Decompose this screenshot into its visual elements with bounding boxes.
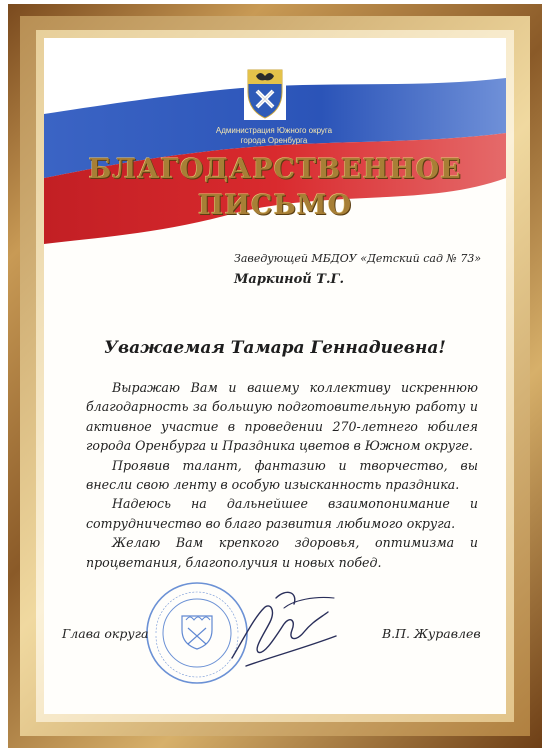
letter-body [86, 378, 478, 572]
addressee-position: Заведующей МБДОУ «Детский сад № 73» [234, 252, 482, 265]
addressee-name: Маркиной Т.Г. [234, 272, 344, 287]
signatory-name: В.П. Журавлев [382, 626, 481, 641]
letter-paper [44, 38, 506, 714]
paragraph: Выражаю Вам и вашему коллективу искреннюю благодарность за большую подготовительную работу и активное участие в проведении 270-летнего юбилея города Оренбурга и Праздника цветов в Южном округе. [86, 380, 478, 454]
letter-title-line-2: ПИСЬМО [197, 190, 353, 221]
administration-line-2: города Оренбурга [240, 136, 308, 145]
handwritten-signature [224, 578, 344, 678]
signatory-role: Глава округа [62, 626, 149, 641]
paragraph: Надеюсь на дальнейшее взаимопонимание и сотрудничество во благо развития любимого округа. [86, 496, 478, 531]
paragraph: Желаю Вам крепкого здоровья, оптимизма и процветания, благополучия и новых побед. [86, 535, 478, 570]
letter-title-line-1: БЛАГОДАРСТВЕННОЕ [88, 154, 462, 185]
administration-label [174, 126, 374, 146]
paragraph: Проявив талант, фантазию и творчество, вы внесли свою ленту в особую изысканность праздника. [86, 457, 478, 493]
orenburg-coat-of-arms-icon [244, 66, 286, 120]
administration-line-1: Администрация Южного округа [215, 126, 333, 135]
greeting: Уважаемая Тамара Геннадиевна! [104, 338, 446, 358]
